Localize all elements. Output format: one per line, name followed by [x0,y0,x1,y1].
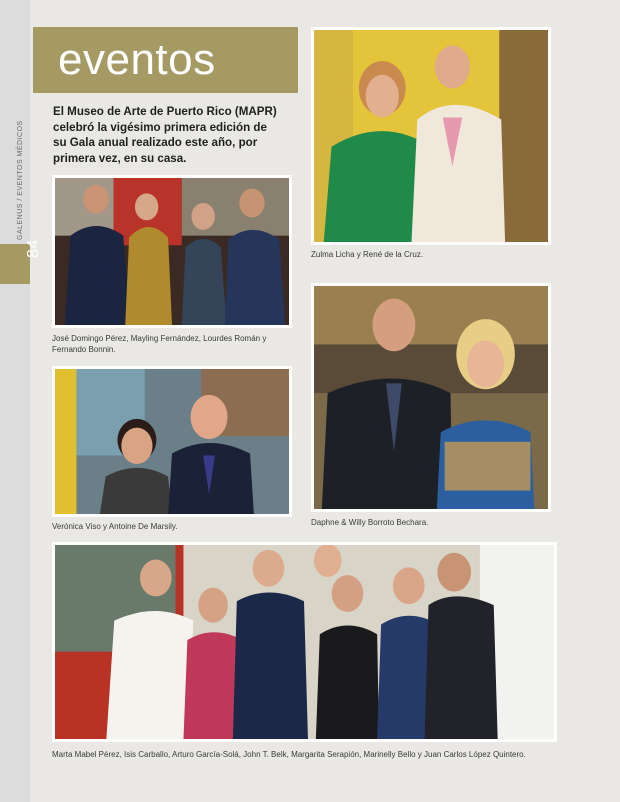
caption-photo-3: Verónica Viso y Antoine De Marsily. [52,522,178,531]
photo-group-seven [52,542,557,742]
caption-photo-2: Zulma Licha y René de la Cruz. [311,250,424,259]
photo-couple-mural [311,283,551,512]
page-title: eventos [58,35,216,84]
sidebar [0,0,30,802]
page-number: 84 [25,239,42,258]
caption-photo-1: José Domingo Pérez, Mayling Fernández, Lourdes Román y Fernando Bonnin. [52,334,267,354]
photo-group-four [52,175,292,328]
caption-photo-5: Marta Mabel Pérez, Isis Carballo, Arturo García-Solá, John T. Belk, Margarita Serapión, Marinelly Bello y Juan Carlos López Quintero. [52,750,526,759]
section-label: GALENUS / EVENTOS MÉDICOS [17,120,24,240]
intro-text: El Museo de Arte de Puerto Rico (MAPR) celebró la vigésimo primera edición de su Gala anual realizado este año, por primera vez, en su casa. [53,105,277,165]
photo-couple-painting [52,366,292,517]
photo-couple-yellow [311,27,551,245]
caption-photo-4: Daphne & Willy Borroto Bechara. [311,518,429,527]
